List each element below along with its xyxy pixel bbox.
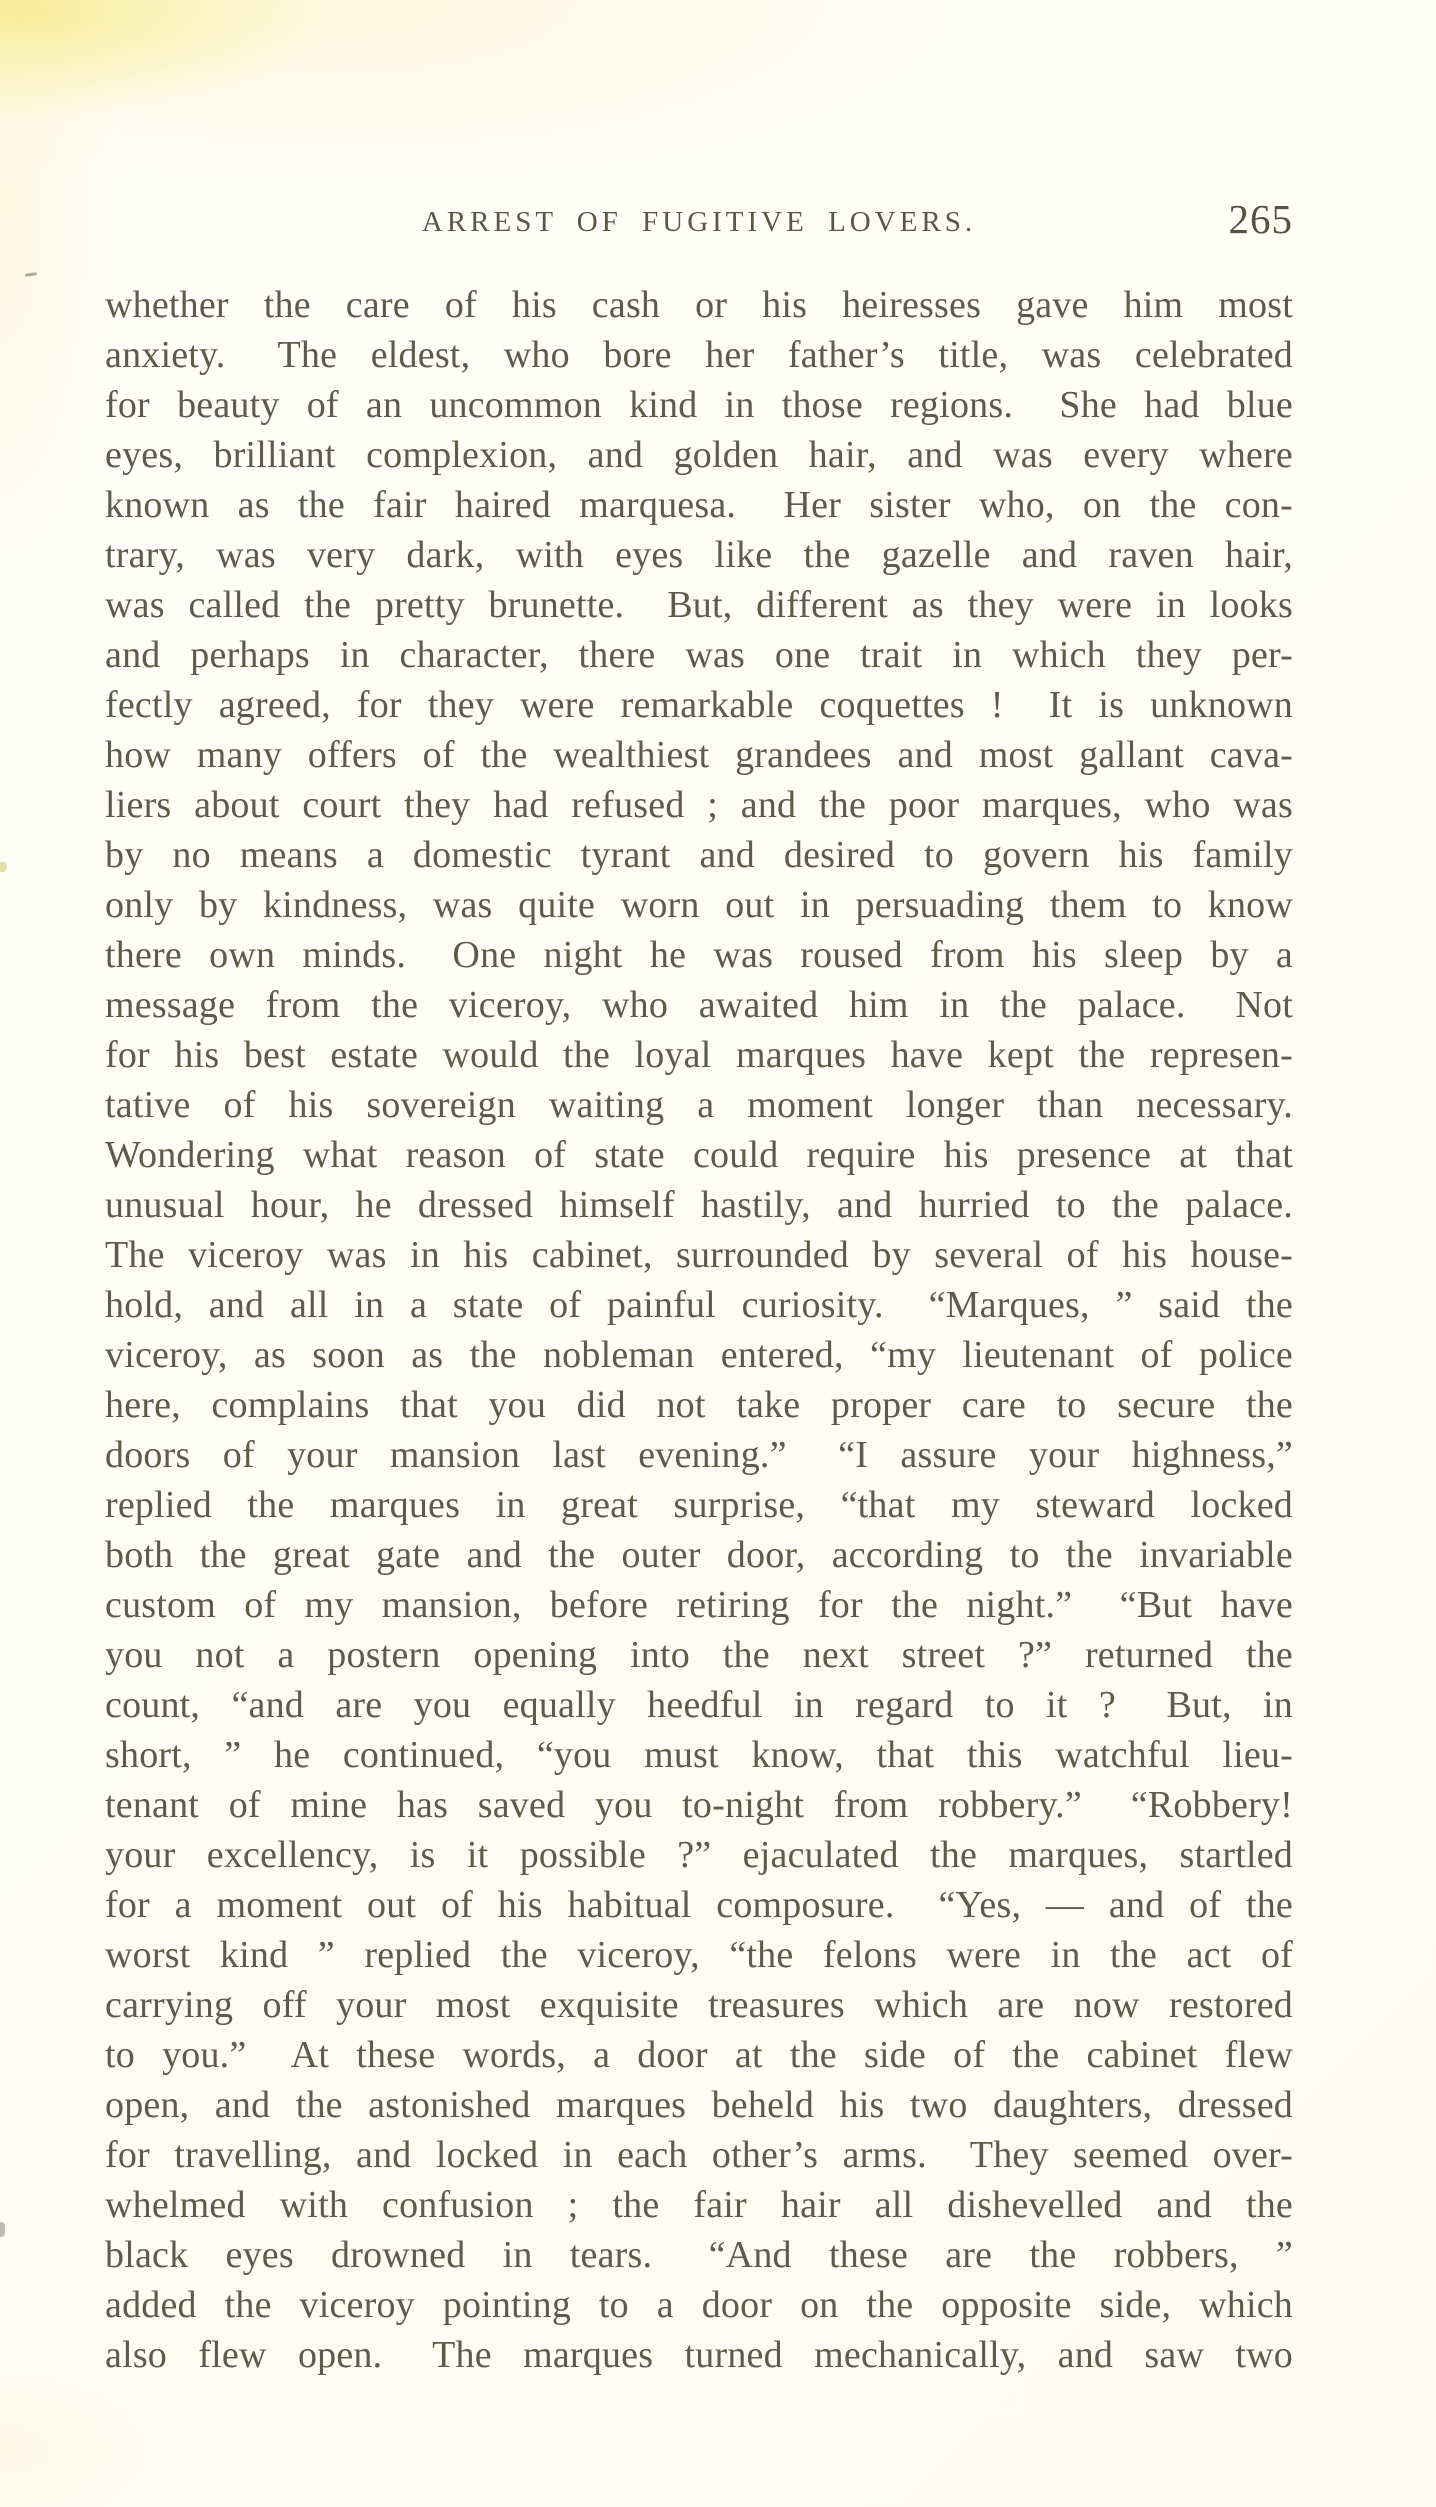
text-line: worst kind ” replied the viceroy, “the felons were in the act of	[105, 1934, 1293, 1976]
text-line: anxiety. The eldest, who bore her father’s title, was celebrated	[105, 334, 1293, 376]
text-line: Wondering what reason of state could require his presence at that	[105, 1134, 1293, 1176]
text-line: for his best estate would the loyal marques have kept the represen-	[105, 1034, 1293, 1076]
text-line: unusual hour, he dressed himself hastily, and hurried to the palace.	[105, 1184, 1293, 1226]
text-line: for travelling, and locked in each other’s arms. They seemed over-	[105, 2134, 1293, 2176]
scan-artifact-edge-mark	[0, 2222, 5, 2237]
scan-artifact-speck	[0, 862, 7, 872]
text-line: whelmed with confusion ; the fair hair all dishevelled and the	[105, 2184, 1293, 2226]
page-body-text	[105, 280, 1293, 2380]
text-line: you not a postern opening into the next street ?” returned the	[105, 1634, 1293, 1676]
text-line: The viceroy was in his cabinet, surrounded by several of his house-	[105, 1234, 1293, 1276]
text-line: your excellency, is it possible ?” ejaculated the marques, startled	[105, 1834, 1293, 1876]
text-line: and perhaps in character, there was one trait in which they per-	[105, 634, 1293, 676]
text-line: was called the pretty brunette. But, different as they were in looks	[105, 584, 1293, 626]
scan-artifact-dash	[25, 272, 37, 277]
text-line: eyes, brilliant complexion, and golden hair, and was every where	[105, 434, 1293, 476]
text-line: for beauty of an uncommon kind in those regions. She had blue	[105, 384, 1293, 426]
text-line: tative of his sovereign waiting a moment longer than necessary.	[105, 1084, 1293, 1126]
text-line: to you.” At these words, a door at the side of the cabinet flew	[105, 2034, 1293, 2076]
text-line: black eyes drowned in tears. “And these are the robbers, ”	[105, 2234, 1293, 2276]
text-line: short, ” he continued, “you must know, that this watchful lieu-	[105, 1734, 1293, 1776]
text-line: hold, and all in a state of painful curiosity. “Marques, ” said the	[105, 1284, 1293, 1326]
text-line: replied the marques in great surprise, “that my steward locked	[105, 1484, 1293, 1526]
text-line: liers about court they had refused ; and the poor marques, who was	[105, 784, 1293, 826]
text-line: only by kindness, was quite worn out in persuading them to know	[105, 884, 1293, 926]
text-line: count, “and are you equally heedful in regard to it ? But, in	[105, 1684, 1293, 1726]
text-line: added the viceroy pointing to a door on the opposite side, which	[105, 2284, 1293, 2326]
text-line: for a moment out of his habitual composure. “Yes, — and of the	[105, 1884, 1293, 1926]
text-line: fectly agreed, for they were remarkable coquettes ! It is unknown	[105, 684, 1293, 726]
text-line: whether the care of his cash or his heiresses gave him most	[105, 284, 1293, 326]
page-header	[105, 0, 1293, 270]
text-line: doors of your mansion last evening.” “I assure your highness,”	[105, 1434, 1293, 1476]
text-line: trary, was very dark, with eyes like the gazelle and raven hair,	[105, 534, 1293, 576]
text-line: known as the fair haired marquesa. Her sister who, on the con-	[105, 484, 1293, 526]
text-line: both the great gate and the outer door, according to the invariable	[105, 1534, 1293, 1576]
text-line: here, complains that you did not take proper care to secure the	[105, 1384, 1293, 1426]
text-line: how many offers of the wealthiest grandees and most gallant cava-	[105, 734, 1293, 776]
page-number: 265	[1228, 196, 1293, 242]
text-line: carrying off your most exquisite treasures which are now restored	[105, 1984, 1293, 2026]
text-line: open, and the astonished marques beheld his two daughters, dressed	[105, 2084, 1293, 2126]
text-line: message from the viceroy, who awaited him in the palace. Not	[105, 984, 1293, 1026]
text-line: there own minds. One night he was roused from his sleep by a	[105, 934, 1293, 976]
text-line: viceroy, as soon as the nobleman entered, “my lieutenant of police	[105, 1334, 1293, 1376]
text-line: tenant of mine has saved you to-night from robbery.” “Robbery!	[105, 1784, 1293, 1826]
text-line: custom of my mansion, before retiring for the night.” “But have	[105, 1584, 1293, 1626]
text-line: also flew open. The marques turned mechanically, and saw two	[105, 2334, 1293, 2376]
text-line: by no means a domestic tyrant and desired to govern his family	[105, 834, 1293, 876]
running-title: ARREST OF FUGITIVE LOVERS.	[421, 206, 977, 238]
